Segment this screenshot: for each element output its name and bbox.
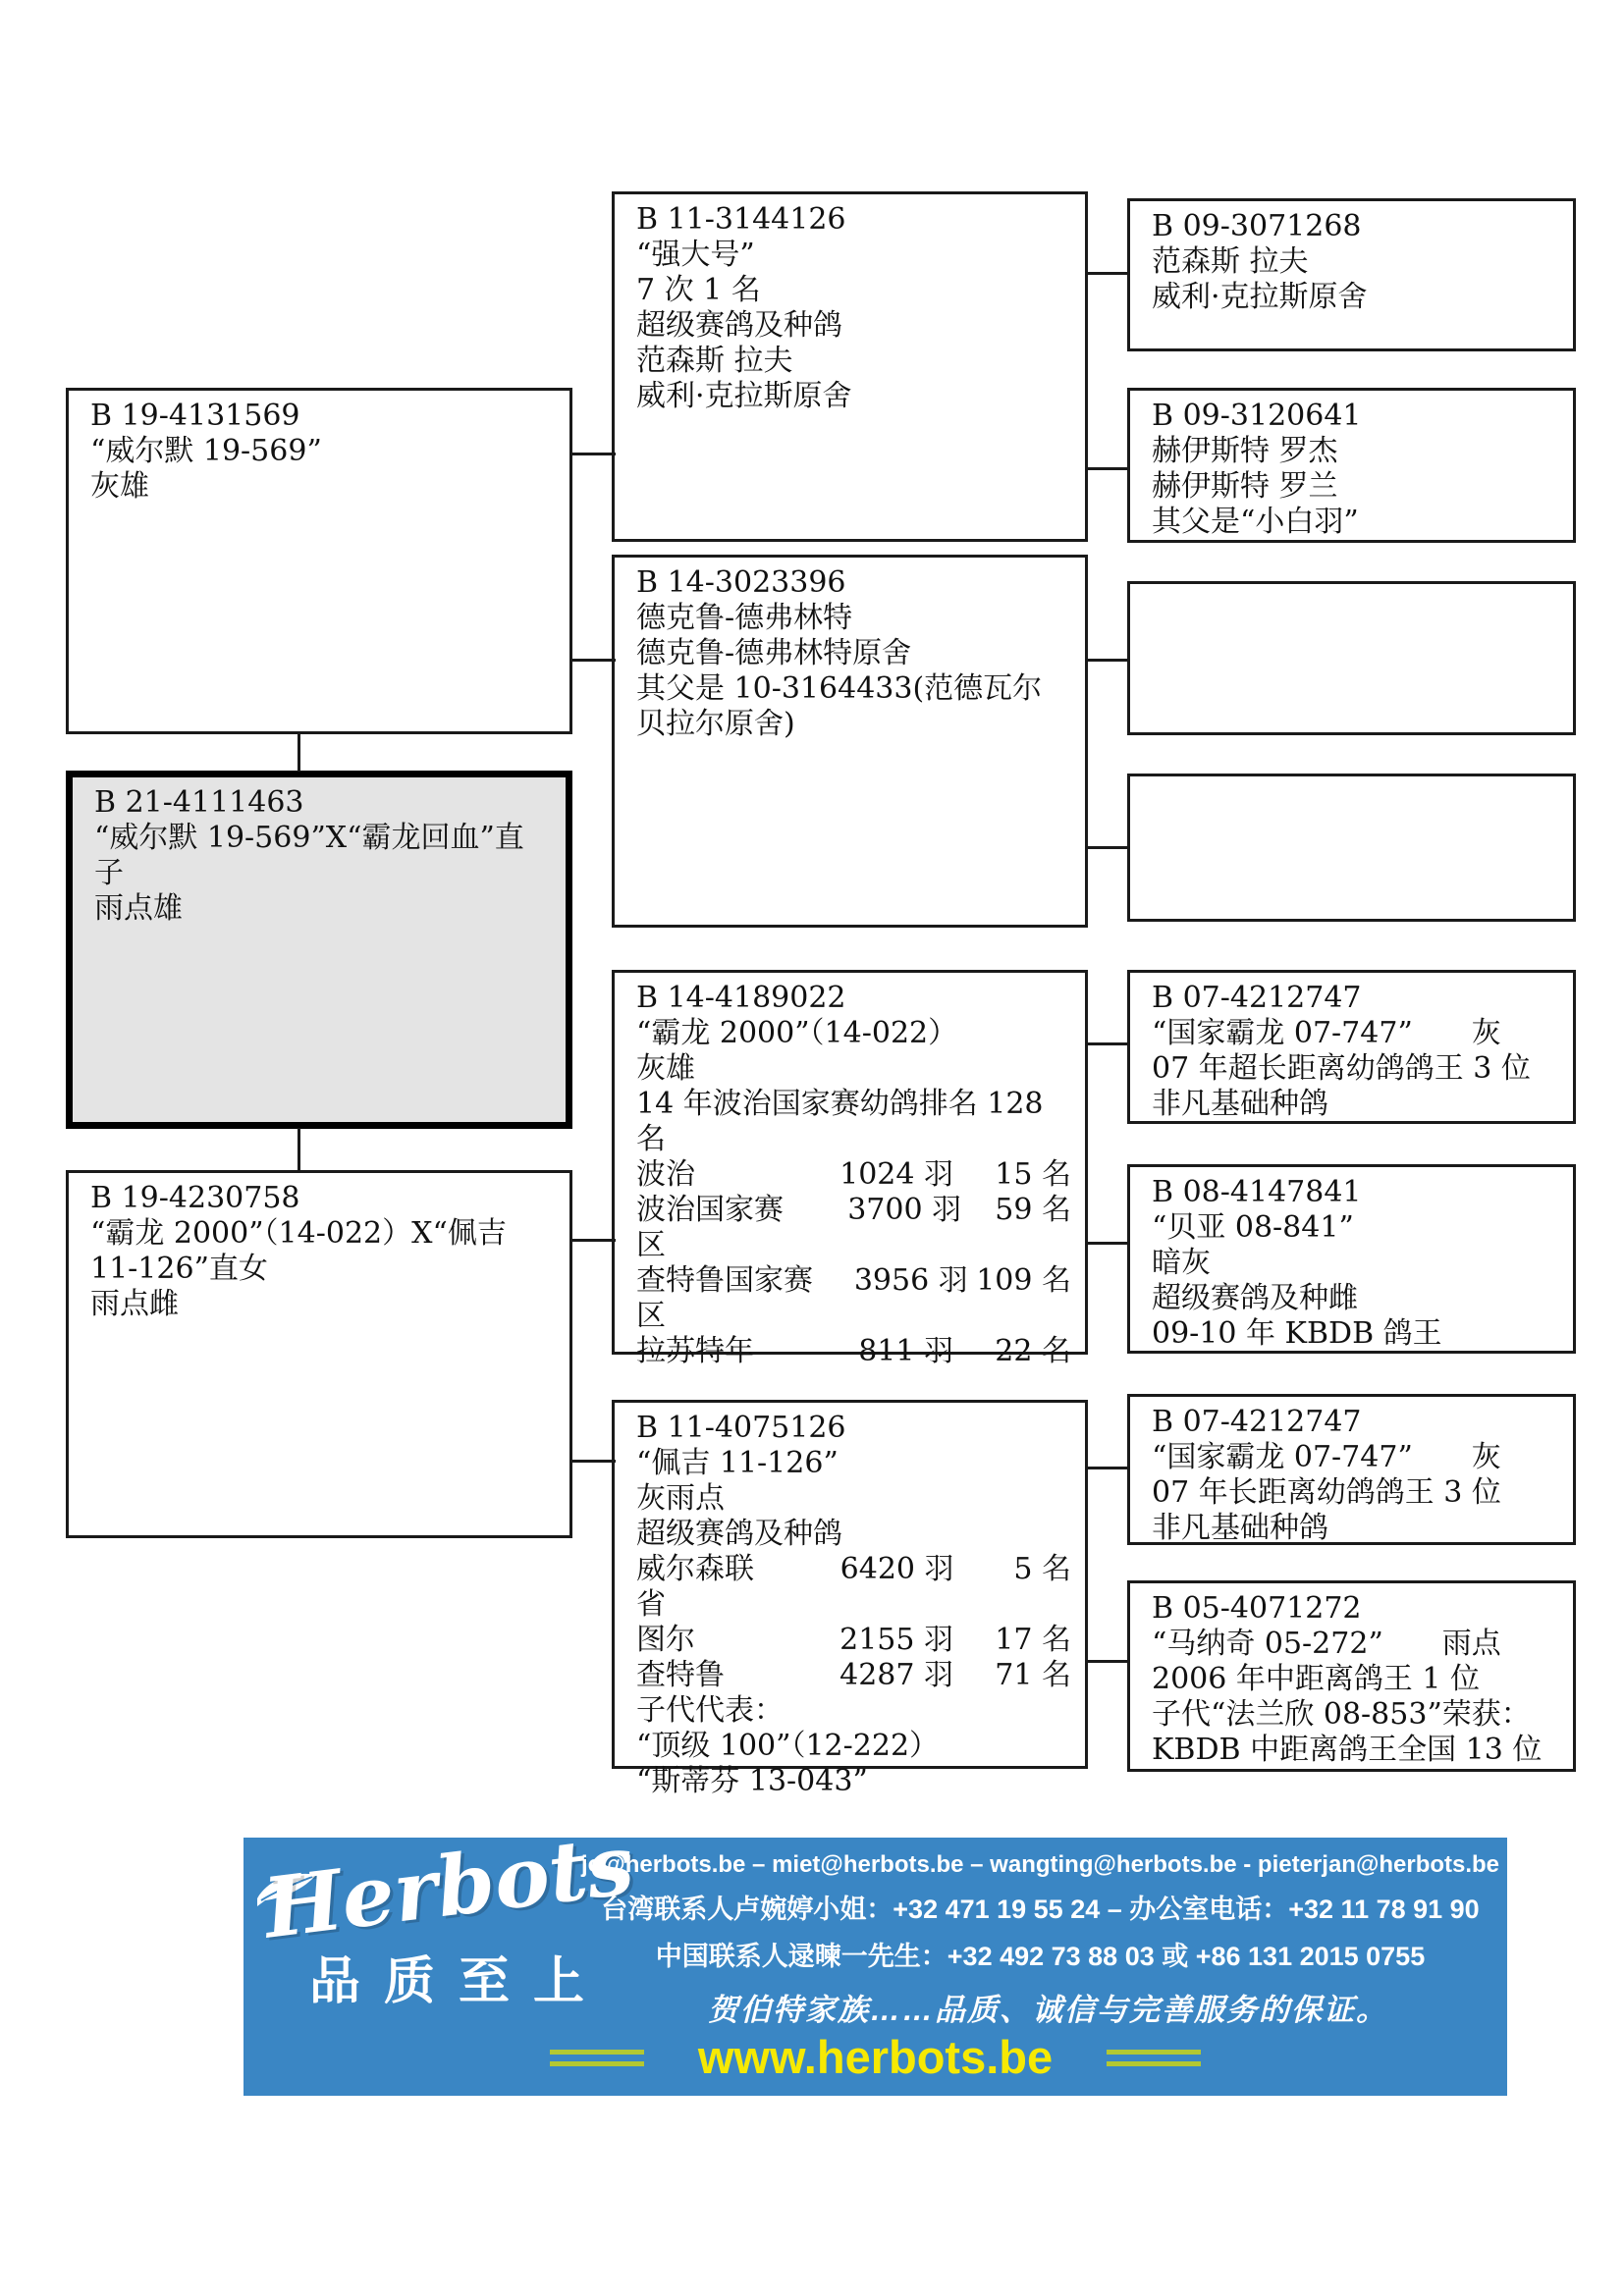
race-name: 波治国家赛区 [636,1193,784,1262]
race-birds: 3700 羽 [847,1193,962,1227]
race-rank: 59 名 [995,1193,1071,1227]
connector-line [572,453,616,455]
breeder-name: 德克鲁-德弗林特 [636,601,853,635]
achievement: 7 次 1 名 [636,273,761,307]
website-link[interactable]: www.herbots.be [697,2031,1054,2083]
pedigree-box-gg2 [1127,388,1576,543]
pigeon-name: “国家霸龙 07-747” 灰 [1152,1440,1501,1474]
ring-number: B 21-4111463 [94,785,304,820]
connector-line [572,1460,616,1463]
achievement: 子代“法兰欣 08-853”荣获： [1152,1697,1531,1732]
double-line-right [1107,2050,1201,2066]
pigeon-sex: 雨点雌 [90,1287,179,1321]
race-rank: 5 名 [1013,1552,1071,1586]
pigeon-name: “马纳奇 05-272” 雨点 [1152,1627,1501,1661]
connector-line [572,1239,616,1242]
offspring-name: “顶级 100”（12-222） [636,1729,940,1763]
pedigree-box-gg6 [1127,1164,1576,1354]
logo-subtitle: 品质至上 [308,1953,608,2010]
race-birds: 811 羽 [858,1334,953,1368]
ring-number: B 19-4131569 [90,399,300,433]
ring-number: B 05-4071272 [1152,1591,1362,1626]
pigeon-desc: 灰雨点 [636,1481,725,1516]
breeder-name: 赫伊斯特 罗兰 [1152,469,1338,504]
website-row [244,2033,1507,2082]
parent-note: 其父是 10-3164433(范德瓦尔 贝拉尔原舍) [636,671,1043,741]
connector-line [1086,1660,1129,1663]
pedigree-box-gg4-empty [1127,774,1576,922]
herbots-banner [244,1815,1507,2096]
race-birds: 1024 羽 [839,1157,953,1192]
pigeon-sex: 雨点雄 [94,891,183,926]
achievement: 14 年波治国家赛幼鸽排名 128 名 [636,1087,1044,1156]
breeder-name: 范森斯 拉夫 [1152,244,1309,279]
race-name: 图尔 [636,1623,695,1657]
achievement: 超级赛鸽及种鸽 [636,1517,842,1551]
achievement: KBDB 中距离鸽王全国 13 位 [1152,1733,1543,1767]
taiwan-contact-line: 台湾联系人卢婉婷小姐：+32 471 19 55 24 – 办公室电话：+32 11 78 91 90 [601,1895,1480,1924]
ring-number: B 19-4230758 [90,1181,300,1215]
pigeon-desc: “霸龙 2000”（14-022）X“佩吉 11-126”直女 [90,1216,507,1286]
pigeon-desc: 暗灰 [1152,1246,1211,1280]
achievement: 07 年超长距离幼鸽鸽王 3 位 [1152,1051,1531,1086]
parent-note: 其父是“小白羽” [1152,505,1359,539]
race-birds: 6420 羽 [839,1552,954,1586]
race-name: 威尔森联省 [636,1552,754,1622]
race-name: 查特鲁国家赛区 [636,1263,813,1333]
achievement: 09-10 年 KBDB 鸽王 [1152,1316,1442,1351]
race-result-row [636,1193,1071,1263]
achievement: 07 年长距离幼鸽鸽王 3 位 [1152,1475,1501,1510]
race-name: 查特鲁 [636,1658,725,1692]
pedigree-box-subject [66,771,572,1129]
achievement: 非凡基础种鸽 [1152,1087,1328,1121]
pedigree-box-gg5 [1127,970,1576,1124]
double-line-left [550,2050,644,2066]
connector-line [1086,1467,1129,1469]
ring-number: B 14-4189022 [636,981,846,1015]
connector-line [1086,1042,1129,1045]
pedigree-box-dam-sire [612,970,1088,1368]
ring-number: B 11-3144126 [636,202,846,237]
pigeon-name: “强大号” [636,238,755,272]
race-result-row [636,1658,1071,1693]
race-birds: 3956 羽 [853,1263,968,1298]
pigeon-desc: 灰雄 [90,469,149,504]
achievement: 超级赛鸽及种鸽 [636,308,842,343]
loft-origin: 威利·克拉斯原舍 [636,379,852,413]
offspring-header: 子代代表： [636,1693,784,1728]
ring-number: B 09-3120641 [1152,399,1362,433]
race-rank: 15 名 [995,1157,1071,1192]
connector-line [1086,272,1129,275]
pedigree-box-sire-sire [612,191,1088,542]
pedigree-box-sire-dam [612,555,1088,928]
slogan-line: 贺伯特家族……品质、诚信与完善服务的保证。 [708,1993,1388,2027]
achievement: 非凡基础种鸽 [1152,1511,1328,1545]
race-birds: 2155 羽 [839,1623,953,1657]
ring-number: B 07-4212747 [1152,981,1362,1015]
pigeon-name: “佩吉 11-126” [636,1446,839,1480]
race-result-row [636,1334,1071,1369]
contact-block [577,1851,1503,1973]
connector-line [572,659,616,662]
pedigree-box-gg7 [1127,1394,1576,1545]
loft-origin: 德克鲁-德弗林特原舍 [636,636,912,670]
china-contact-line: 中国联系人逯暕一先生：+32 492 73 88 03 或 +86 131 2015 0755 [655,1942,1426,1971]
race-rank: 17 名 [995,1623,1071,1657]
ring-number: B 11-4075126 [636,1411,846,1445]
race-rank: 71 名 [995,1658,1071,1692]
connector-line [298,734,300,772]
ring-number: B 14-3023396 [636,565,846,600]
pigeon-name: “威尔默 19-569” [90,434,322,468]
connector-line [1086,846,1129,849]
pigeon-name: “霸龙 2000”（14-022） [636,1016,958,1050]
pigeon-name: “国家霸龙 07-747” 灰 [1152,1016,1501,1050]
offspring-name: “斯蒂芬 13-043” [636,1764,868,1798]
breeder-name: 赫伊斯特 罗杰 [1152,434,1338,468]
achievement: 2006 年中距离鸽王 1 位 [1152,1662,1481,1696]
race-rank: 22 名 [995,1334,1071,1368]
pedigree-box-gg1 [1127,198,1576,351]
race-result-row [636,1157,1071,1193]
loft-origin: 威利·克拉斯原舍 [1152,280,1368,314]
ring-number: B 09-3071268 [1152,209,1362,243]
email-line[interactable]: jo@herbots.be – miet@herbots.be – wangting@herbots.be - pieterjan@herbots.be [580,1851,1500,1878]
pedigree-box-dam [66,1170,572,1538]
pedigree-box-sire [66,388,572,734]
pedigree-box-gg3-empty [1127,581,1576,735]
pedigree-box-dam-dam [612,1400,1088,1798]
race-name: 波治 [636,1157,695,1192]
pigeon-desc: 灰雄 [636,1051,695,1086]
race-rank: 109 名 [976,1263,1071,1298]
breeder-name: 范森斯 拉夫 [636,344,793,378]
connector-line [1086,1242,1129,1245]
connector-line [1086,467,1129,470]
connector-line [298,1128,300,1171]
pigeon-name: “贝亚 08-841” [1152,1210,1354,1245]
race-name: 拉苏特年 [636,1334,754,1368]
pigeon-desc: “威尔默 19-569”X“霸龙回血”直子 [94,821,524,890]
connector-line [1086,659,1129,662]
race-result-row [636,1263,1071,1334]
ring-number: B 07-4212747 [1152,1405,1362,1439]
pedigree-box-gg8 [1127,1580,1576,1772]
achievement: 超级赛鸽及种雌 [1152,1281,1358,1315]
race-result-row [636,1552,1071,1623]
herbots-logo: Herbots [258,1815,639,1957]
ring-number: B 08-4147841 [1152,1175,1362,1209]
race-birds: 4287 羽 [839,1658,953,1692]
race-result-row [636,1623,1071,1658]
